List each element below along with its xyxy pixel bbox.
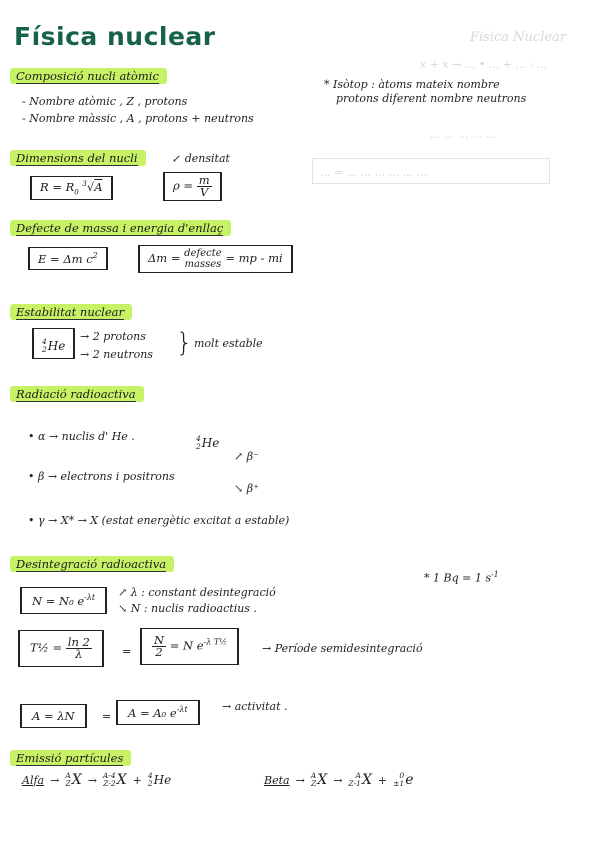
activity-decay-formula: A = A₀ $e^{-\lambda t}$ [116, 700, 200, 725]
ghost-line: ... = ... ... ... ... ... ... [320, 166, 428, 179]
equals-sign: = [122, 645, 132, 658]
beta-radiation: • β → electrons i positrons [28, 470, 175, 483]
section-heading-emission: Emissió partícules [10, 750, 131, 766]
helium-nucleus: 4 2 He [32, 328, 75, 359]
section-heading-radiation: Radiació radioactiva [10, 386, 144, 402]
list-item: - Nombre atòmic , Z , protons [22, 95, 188, 108]
half-life-formula: T½ = $\frac{\ln 2}{\lambda}$ [18, 630, 104, 667]
page-title: Física nuclear [14, 22, 216, 51]
isotope-note: protons diferent nombre neutrons [336, 92, 527, 105]
density-annotation: ↙ densitat [172, 152, 230, 165]
isotope-note: * Isòtop : àtoms mateix nombre [324, 78, 500, 91]
helium-symbol: 4 2 He [196, 434, 220, 451]
alpha-emission-equation: Alfa → A Z X → A-4 Z-2 X + 4 2 He [22, 771, 172, 788]
lambda-definition: ↗ λ : constant desintegració [118, 586, 276, 599]
mass-defect-formula: Δm = defecte masses = mp - mi [138, 245, 293, 273]
activity-label: → activitat . [222, 700, 288, 713]
ghost-title: Fisica Nuclear [470, 30, 567, 45]
becquerel-note: * 1 Bq = 1 $s^{-1}$ [424, 570, 499, 585]
gamma-radiation: • γ → X* → X (estat energètic excitat a estable) [28, 514, 290, 527]
ghost-line: x + x → ... • ... + ... · ... [420, 58, 547, 71]
alpha-label: Alfa [22, 773, 45, 787]
density-formula: ρ = $\frac{m}{V}$ [163, 172, 222, 201]
section-heading-composition: Composició nucli atòmic [10, 68, 167, 84]
section-heading-decay: Desintegració radioactiva [10, 556, 174, 572]
beta-label: Beta [264, 773, 290, 787]
energy-formula: E = Δm $c^2$ [28, 247, 108, 270]
equals-sign: = [102, 710, 112, 723]
half-life-decay-formula: $\frac{N}{2}$ = N $e^{-\lambda T\frac{1}{2}}$ [140, 628, 239, 665]
protons-arrow: → 2 protons [80, 330, 146, 343]
neutrons-arrow: → 2 neutrons [80, 348, 153, 361]
decay-law-formula: N = N₀ $e^{-\lambda t}$ [20, 587, 107, 614]
stability-result: molt estable [194, 337, 263, 350]
beta-plus: ↘ β⁺ [234, 482, 259, 495]
beta-emission-equation: Beta → A Z X → A Z-1 X + 0 ±1 e [264, 771, 414, 788]
section-heading-stability: Estabilitat nuclear [10, 304, 132, 320]
n-definition: ↘ N : nuclis radioactius . [118, 602, 257, 615]
half-life-label: → Període semidesintegració [262, 642, 423, 655]
alpha-radiation: • α → nuclis d' He . [28, 430, 135, 443]
list-item: - Nombre màssic , A , protons + neutrons [22, 112, 254, 125]
beta-minus: ↗ β⁻ [234, 450, 259, 463]
ghost-line: ... ... ... ... ... [430, 128, 497, 141]
section-heading-dimensions: Dimensions del nucli [10, 150, 146, 166]
brace: } [176, 328, 193, 358]
radius-formula: $R = R_0$ $^3$√A [30, 176, 113, 200]
section-heading-mass-defect: Defecte de massa i energia d'enllaç [10, 220, 231, 236]
activity-formula: A = λN [20, 704, 87, 728]
